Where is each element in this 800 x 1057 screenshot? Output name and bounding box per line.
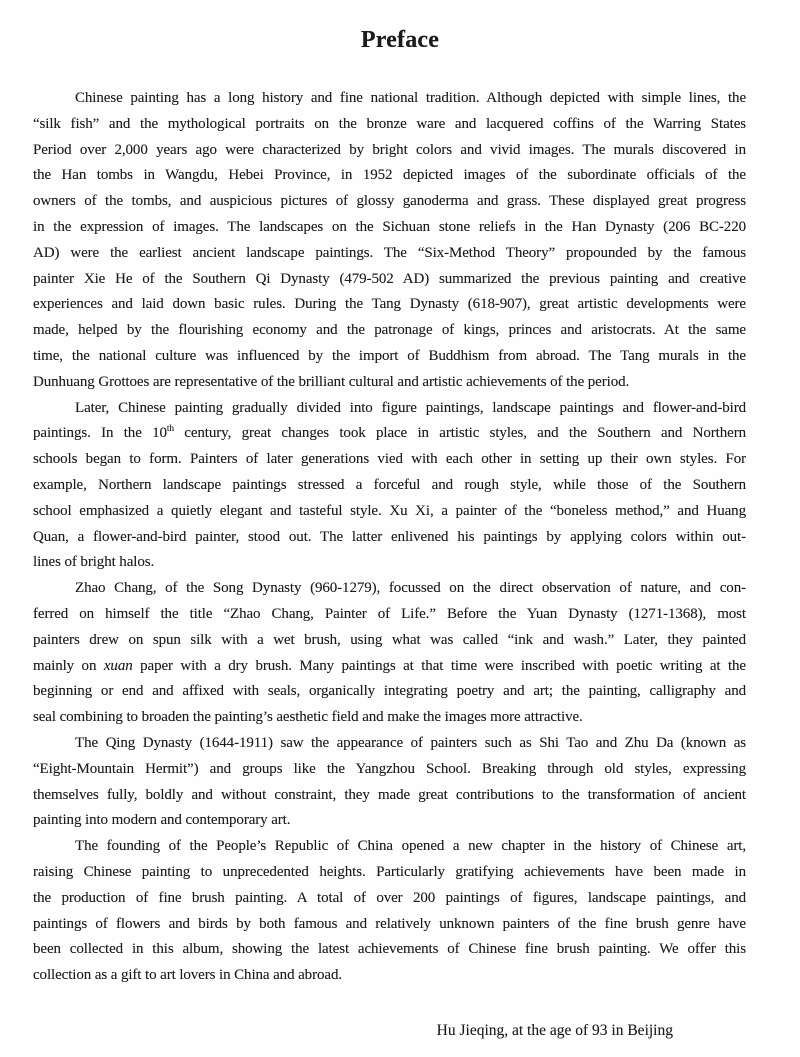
text-line: painter Xie He of the Southern Qi Dynasty (479-502 AD) summarized the previous painting and creative — [33, 270, 746, 287]
text-line: The founding of the People’s Republic of China opened a new chapter in the history of Chinese art, — [75, 838, 746, 855]
text-line: been collected in this album, showing the latest achievements of Chinese fine brush painting. We offer this — [33, 941, 746, 958]
text-line: Dunhuang Grottoes are representative of the brilliant cultural and artistic achievements of the period. — [33, 373, 630, 390]
text-line: ferred on himself the title “Zhao Chang, Painter of Life.” Before the Yuan Dynasty (1271-1368), most — [33, 605, 746, 622]
preface-body — [33, 86, 746, 989]
text-line: the production of fine brush painting. A total of over 200 paintings of figures, landscape paintings, and — [33, 889, 746, 906]
text-line: experiences and laid down basic rules. During the Tang Dynasty (618-907), great artistic developments were — [33, 296, 746, 313]
text-line: school emphasized a quietly elegant and tasteful style. Xu Xi, a painter of the “boneless method,” and Huang — [33, 502, 746, 519]
text-line: Period over 2,000 years ago were characterized by bright colors and vivid images. The murals discovered in — [33, 141, 746, 158]
author-signature: Hu Jieqing, at the age of 93 in Beijing — [436, 1021, 673, 1039]
text-line: “Eight-Mountain Hermit”) and groups like the Yangzhou School. Breaking through old styles, expressing — [33, 760, 746, 777]
paragraph — [33, 396, 746, 577]
text-line: made, helped by the flourishing economy and the patronage of kings, princes and aristocrats. At the same — [33, 322, 746, 339]
paragraph — [33, 731, 746, 834]
paragraph — [33, 834, 746, 989]
text-line: The Qing Dynasty (1644-1911) saw the appearance of painters such as Shi Tao and Zhu Da (known as — [75, 734, 746, 751]
text-line: paintings. In the 10th century, great changes took place in artistic styles, and the Southern and Northern — [33, 424, 746, 442]
text-line: mainly on xuan paper with a dry brush. Many paintings at that time were inscribed with poetic writing at the — [33, 657, 746, 674]
text-line: AD) were the earliest ancient landscape paintings. The “Six-Method Theory” propounded by the famous — [33, 244, 746, 261]
paragraph — [33, 86, 746, 396]
text-line: themselves fully, boldly and without constraint, they made great contributions to the transformation of ancient — [33, 786, 746, 803]
text-line: Zhao Chang, of the Song Dynasty (960-1279), focussed on the direct observation of nature, and con- — [75, 580, 746, 597]
text-line: seal combining to broaden the painting’s aesthetic field and make the images more attractive. — [33, 709, 583, 726]
text-line: “silk fish” and the mythological portraits on the bronze ware and lacquered coffins of the Warring States — [33, 115, 746, 132]
text-line: Chinese painting has a long history and fine national tradition. Although depicted with simple lines, the — [75, 90, 746, 106]
text-line: Quan, a flower-and-bird painter, stood out. The latter enlivened his paintings by applying colors within out- — [33, 528, 746, 545]
text-line: lines of bright halos. — [33, 554, 155, 571]
text-line: the Han tombs in Wangdu, Hebei Province, in 1952 depicted images of the subordinate officials of the — [33, 167, 746, 184]
page-title: Preface — [360, 27, 440, 53]
paragraph — [33, 576, 746, 731]
text-line: beginning or end and affixed with seals, organically integrating poetry and art; the painting, calligraphy and — [33, 683, 746, 700]
text-line: example, Northern landscape paintings stressed a forceful and rough style, while those of the Southern — [33, 476, 746, 493]
text-line: time, the national culture was influenced by the import of Buddhism from abroad. The Tang murals in the — [33, 347, 746, 364]
text-line: painting into modern and contemporary art. — [33, 812, 291, 829]
text-line: raising Chinese painting to unprecedented heights. Particularly gratifying achievements have been made in — [33, 863, 746, 880]
text-line: paintings of flowers and birds by both famous and relatively unknown painters of the fine brush genre have — [33, 915, 746, 932]
text-line: Later, Chinese painting gradually divided into figure paintings, landscape paintings and flower-and-bird — [75, 399, 746, 416]
text-line: collection as a gift to art lovers in China and abroad. — [33, 967, 342, 984]
text-line: owners of the tombs, and auspicious pictures of glossy ganoderma and grass. These displayed great progress — [33, 193, 746, 210]
text-line: painters drew on spun silk with a wet brush, using what was called “ink and wash.” Later, they painted — [33, 631, 746, 648]
text-line: schools began to form. Painters of later generations vied with each other in setting up their own styles. For — [33, 451, 746, 468]
text-line: in the expression of images. The landscapes on the Sichuan stone reliefs in the Han Dynasty (206 BC-220 — [33, 218, 746, 235]
